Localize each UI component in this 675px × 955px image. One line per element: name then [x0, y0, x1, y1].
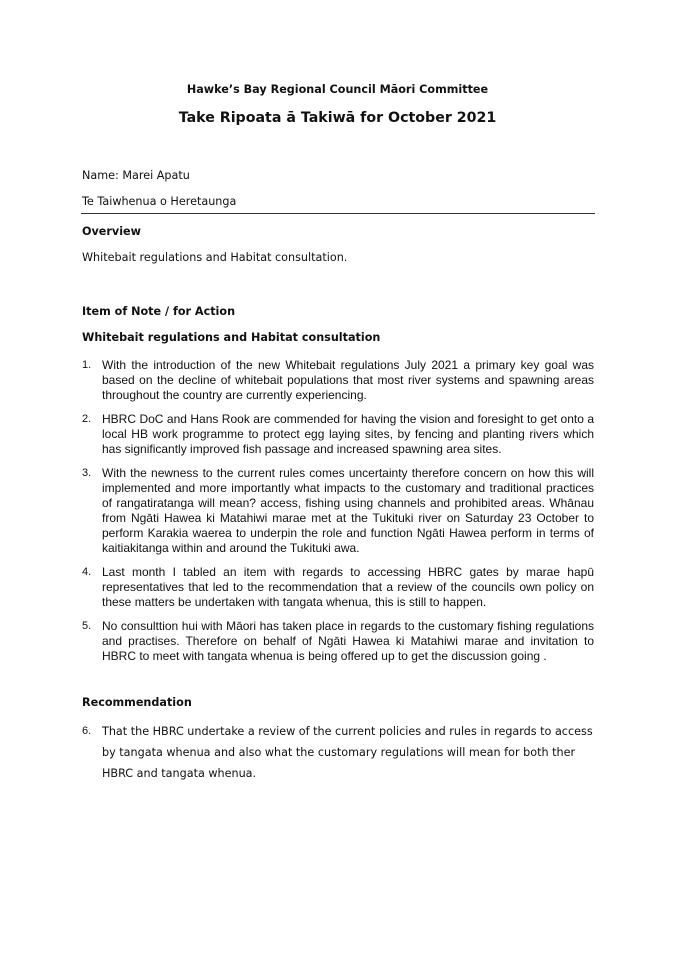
overview-heading: Overview — [82, 225, 141, 238]
list-item — [82, 466, 594, 556]
items-heading: Item of Note / for Action — [82, 305, 236, 318]
author-affiliation: Te Taiwhenua o Heretaunga — [82, 195, 237, 208]
list-item — [82, 721, 594, 784]
item-text: With the introduction of the new Whitebait regulations July 2021 a primary key goal was based on the decline of whitebait populations that most river systems and spawning areas throughout the country are currently experiencing. — [102, 358, 594, 402]
organization-heading: Hawke’s Bay Regional Council Māori Committee — [186, 83, 489, 96]
recommendation-heading: Recommendation — [82, 696, 192, 709]
list-item — [82, 565, 594, 610]
item-number: 2. — [82, 413, 92, 425]
items-subheading: Whitebait regulations and Habitat consultation — [82, 331, 381, 344]
item-text: Last month I tabled an item with regards to accessing HBRC gates by marae hapū representatives that led to the recommendation that a review of the councils own policy on these matters be undertaken with tangata whenua, this is still to happen. — [102, 565, 594, 609]
item-number: 3. — [82, 467, 92, 479]
item-text: HBRC DoC and Hans Rook are commended for having the vision and foresight to get onto a local HB work programme to protect egg laying sites, by fencing and planting rivers which has significantly improved fish passage and increased spawning area sites. — [102, 412, 594, 456]
list-item — [82, 412, 594, 457]
section-divider — [81, 213, 595, 214]
item-number: 1. — [82, 359, 92, 371]
items-list — [82, 358, 594, 673]
item-text: That the HBRC undertake a review of the current policies and rules in regards to access by tangata whenua and also what the customary regulations will mean for both ther HBRC and tangata whenua. — [102, 725, 593, 780]
list-item — [82, 358, 594, 403]
item-number: 6. — [82, 725, 92, 737]
author-name: Name: Marei Apatu — [82, 169, 190, 182]
item-number: 5. — [82, 620, 92, 632]
overview-text: Whitebait regulations and Habitat consultation. — [82, 251, 348, 264]
page-title: Take Ripoata ā Takiwā for October 2021 — [178, 110, 497, 126]
list-item — [82, 619, 594, 664]
recommendation-list — [82, 721, 594, 793]
item-text: No consulttion hui with Māori has taken place in regards to the customary fishing regulations and practises. Therefore on behalf of Ngāti Hawea ki Matahiwi marae and invitation to HBRC to meet with tangata whenua is being offered up to get the discussion going . — [102, 619, 594, 663]
item-number: 4. — [82, 566, 92, 578]
item-text: With the newness to the current rules comes uncertainty therefore concern on how this will implemented and more importantly what impacts to the customary and traditional practices of rangatiratanga will mean? access, fishing using channels and prohibited areas. Whānau from Ngāti Hawea ki Matahiwi marae met at the Tukituki river on Saturday 23 October to perform Karakia waerea to underpin the role and function Ngāti Hawea perform in terms of kaitiakitanga within and around the Tukituki awa. — [102, 466, 594, 555]
